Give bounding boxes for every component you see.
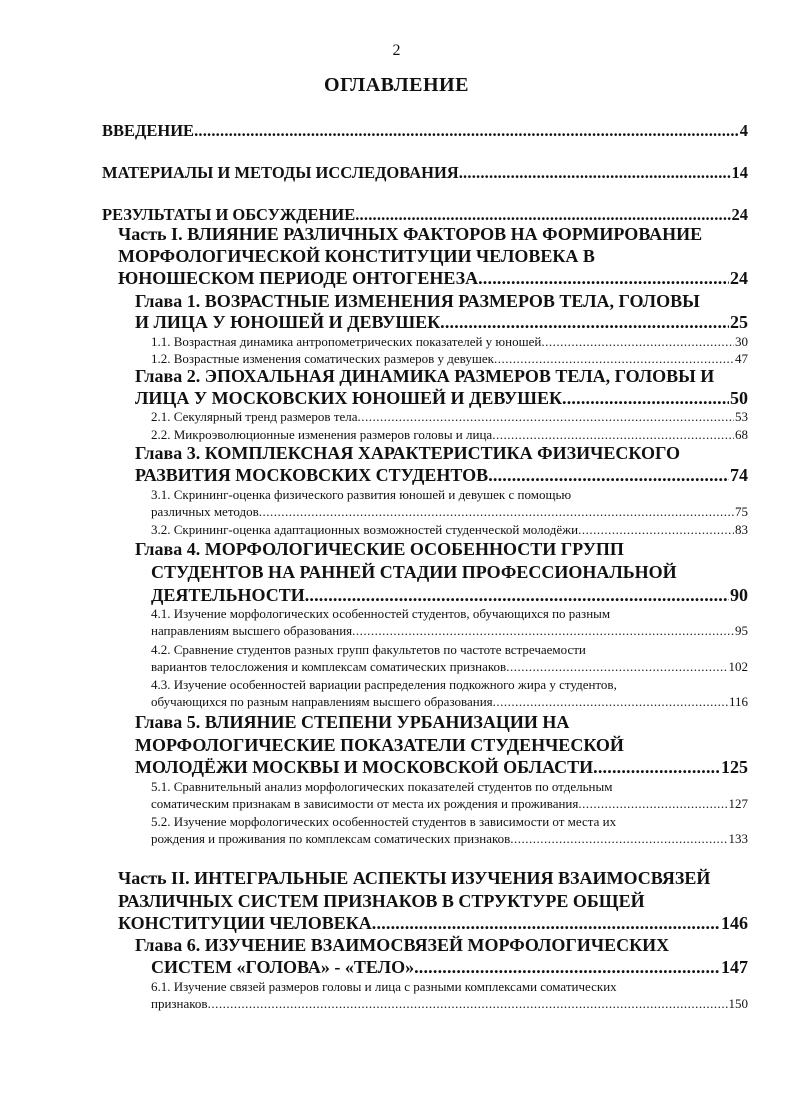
toc-entry-part1[interactable] (118, 268, 748, 289)
toc-ch5-line2: МОРФОЛОГИЧЕСКИЕ ПОКАЗАТЕЛИ СТУДЕНЧЕСКОЙ (135, 735, 624, 755)
toc-entry-text: 1.2. Возрастные изменения соматических размеров у девушек (151, 351, 494, 366)
toc-entry-6-1[interactable] (151, 996, 748, 1012)
toc-entry-text: СИСТЕМ «ГОЛОВА» - «ТЕЛО» (151, 957, 415, 977)
leader-dots (492, 427, 734, 443)
toc-6-1-line1: 6.1. Изучение связей размеров головы и лица с разными комплексами соматических (151, 979, 617, 994)
toc-entry-3-1[interactable] (151, 504, 748, 520)
toc-page-number: 75 (735, 504, 748, 519)
toc-entry-text: РЕЗУЛЬТАТЫ И ОБСУЖДЕНИЕ (102, 205, 356, 224)
toc-entry-5-2[interactable] (151, 831, 748, 847)
toc-page-number: 83 (735, 522, 748, 537)
toc-entry-3-2[interactable] (151, 522, 748, 538)
toc-part2-line2: РАЗЛИЧНЫХ СИСТЕМ ПРИЗНАКОВ В СТРУКТУРЕ ОБЩЕЙ (118, 891, 645, 911)
leader-dots (562, 388, 729, 409)
toc-page-number: 127 (728, 796, 748, 811)
toc-ch2-line1: Глава 2. ЭПОХАЛЬНАЯ ДИНАМИКА РАЗМЕРОВ ТЕЛА, ГОЛОВЫ И (135, 366, 715, 386)
leader-dots (194, 121, 739, 141)
toc-entry-text: 1.1. Возрастная динамика антропометрических показателей у юношей (151, 334, 542, 349)
toc-entry-text: признаков (151, 996, 208, 1011)
toc-ch3-line1: Глава 3. КОМПЛЕКСНАЯ ХАРАКТЕРИСТИКА ФИЗИЧЕСКОГО (135, 443, 680, 463)
toc-3-1-line1: 3.1. Скрининг-оценка физического развития юношей и девушек с помощью (151, 487, 572, 502)
toc-part1-line1: Часть I. ВЛИЯНИЕ РАЗЛИЧНЫХ ФАКТОРОВ НА ФОРМИРОВАНИЕ (118, 224, 703, 244)
toc-ch5-line1: Глава 5. ВЛИЯНИЕ СТЕПЕНИ УРБАНИЗАЦИИ НА (135, 712, 570, 732)
toc-entry-text: РАЗВИТИЯ МОСКОВСКИХ СТУДЕНТОВ (135, 465, 489, 485)
leader-dots (494, 351, 734, 367)
toc-entry-text: И ЛИЦА У ЮНОШЕЙ И ДЕВУШЕК (135, 312, 441, 332)
toc-entry-4-1[interactable] (151, 623, 748, 639)
toc-entry-part2[interactable] (118, 913, 748, 934)
leader-dots (208, 996, 728, 1012)
toc-entry-ch2[interactable] (135, 388, 748, 409)
toc-page-number: 30 (735, 334, 748, 349)
toc-5-2-line1: 5.2. Изучение морфологических особенностей студентов в зависимости от места их (151, 814, 617, 829)
toc-page-number: 14 (731, 163, 748, 182)
leader-dots (488, 465, 729, 486)
toc-entry-text: различных методов (151, 504, 259, 519)
toc-entry-2-2[interactable] (151, 427, 748, 443)
toc-page-number: 53 (735, 409, 748, 424)
toc-entry-ch4[interactable] (151, 585, 748, 606)
toc-entry-ch5[interactable] (135, 757, 748, 778)
leader-dots (478, 268, 729, 289)
toc-entry-text: ЛИЦА У МОСКОВСКИХ ЮНОШЕЙ И ДЕВУШЕК (135, 388, 563, 408)
toc-page-number: 74 (730, 465, 748, 485)
leader-dots (352, 623, 734, 639)
toc-entry-text: 3.2. Скрининг-оценка адаптационных возможностей студенческой молодёжи (151, 522, 579, 537)
toc-entry-text: МАТЕРИАЛЫ И МЕТОДЫ ИССЛЕДОВАНИЯ (102, 163, 459, 182)
toc-entry-intro[interactable] (102, 121, 748, 141)
toc-4-2-line1: 4.2. Сравнение студентов разных групп факультетов по частоте встречаемости (151, 642, 586, 657)
toc-ch4-line1: Глава 4. МОРФОЛОГИЧЕСКИЕ ОСОБЕННОСТИ ГРУПП (135, 539, 624, 559)
leader-dots (305, 585, 729, 606)
leader-dots (414, 957, 720, 978)
toc-entry-text: вариантов телосложения и комплексам соматических признаков (151, 659, 507, 674)
toc-entry-2-1[interactable] (151, 409, 748, 425)
toc-page-number: 50 (730, 388, 748, 408)
toc-page-number: 146 (721, 913, 748, 933)
toc-page-number: 68 (735, 427, 748, 442)
toc-entry-text: ВВЕДЕНИЕ (102, 121, 195, 140)
toc-4-1-line1: 4.1. Изучение морфологических особенностей студентов, обучающихся по разным (151, 606, 611, 621)
toc-part1-line2: МОРФОЛОГИЧЕСКОЙ КОНСТИТУЦИИ ЧЕЛОВЕКА В (118, 246, 595, 266)
toc-page-number: 4 (739, 121, 748, 140)
toc-entry-1-1[interactable] (151, 334, 748, 350)
toc-page-number: 150 (728, 996, 748, 1011)
toc-page-number: 25 (730, 312, 748, 332)
leader-dots (358, 409, 734, 425)
toc-entry-text: направлениям высшего образования (151, 623, 353, 638)
toc-page-number: 47 (735, 351, 748, 366)
leader-dots (578, 796, 727, 812)
leader-dots (506, 659, 727, 675)
toc-page-number: 133 (728, 831, 748, 846)
toc-ch4-line2: СТУДЕНТОВ НА РАННЕЙ СТАДИИ ПРОФЕССИОНАЛЬНОЙ (151, 562, 677, 582)
toc-entry-1-2[interactable] (151, 351, 748, 367)
page-number: 2 (392, 42, 401, 59)
toc-ch1-line1: Глава 1. ВОЗРАСТНЫЕ ИЗМЕНЕНИЯ РАЗМЕРОВ ТЕЛА, ГОЛОВЫ (135, 291, 700, 311)
leader-dots (355, 205, 730, 225)
toc-entry-4-3[interactable] (151, 694, 748, 710)
toc-page-number: 147 (721, 957, 748, 977)
toc-part2-line1: Часть II. ИНТЕГРАЛЬНЫЕ АСПЕКТЫ ИЗУЧЕНИЯ ВЗАИМОСВЯЗЕЙ (118, 868, 711, 888)
toc-page-number: 24 (730, 268, 748, 288)
toc-ch6-line1: Глава 6. ИЗУЧЕНИЕ ВЗАИМОСВЯЗЕЙ МОРФОЛОГИЧЕСКИХ (135, 935, 670, 955)
toc-entry-ch6[interactable] (151, 957, 748, 978)
leader-dots (578, 522, 734, 538)
toc-entry-text: соматическим признакам в зависимости от места их рождения и проживания (151, 796, 579, 811)
toc-entry-text: 2.2. Микроэволюционные изменения размеров головы и лица (151, 427, 493, 442)
leader-dots (440, 312, 729, 333)
page-title: ОГЛАВЛЕНИЕ (324, 74, 469, 96)
toc-entry-text: КОНСТИТУЦИИ ЧЕЛОВЕКА (118, 913, 372, 933)
toc-page-number: 24 (731, 205, 748, 224)
toc-page-number: 90 (730, 585, 748, 605)
toc-entry-text: 2.1. Секулярный тренд размеров тела (151, 409, 358, 424)
leader-dots (459, 163, 731, 183)
toc-entry-ch1[interactable] (135, 312, 748, 333)
leader-dots (259, 504, 734, 520)
toc-page-number: 116 (728, 694, 748, 709)
toc-entry-methods[interactable] (102, 163, 748, 183)
leader-dots (510, 831, 727, 847)
toc-entry-text: ЮНОШЕСКОМ ПЕРИОДЕ ОНТОГЕНЕЗА (118, 268, 479, 288)
toc-entry-4-2[interactable] (151, 659, 748, 675)
leader-dots (593, 757, 720, 778)
toc-entry-results[interactable] (102, 205, 748, 225)
toc-entry-ch3[interactable] (135, 465, 748, 486)
toc-entry-text: рождения и проживания по комплексам соматических признаков (151, 831, 511, 846)
leader-dots (493, 694, 728, 710)
toc-4-3-line1: 4.3. Изучение особенностей вариации распределения подкожного жира у студентов, (151, 677, 617, 692)
toc-entry-text: ДЕЯТЕЛЬНОСТИ (151, 585, 305, 605)
toc-page-number: 125 (721, 757, 748, 777)
toc-page-number: 102 (728, 659, 748, 674)
toc-entry-text: обучающихся по разным направлениям высшего образования (151, 694, 493, 709)
toc-page-number: 95 (735, 623, 748, 638)
leader-dots (541, 334, 734, 350)
toc-5-1-line1: 5.1. Сравнительный анализ морфологических показателей студентов по отдельным (151, 779, 613, 794)
toc-entry-text: МОЛОДЁЖИ МОСКВЫ И МОСКОВСКОЙ ОБЛАСТИ (135, 757, 594, 777)
leader-dots (372, 913, 720, 934)
toc-entry-5-1[interactable] (151, 796, 748, 812)
